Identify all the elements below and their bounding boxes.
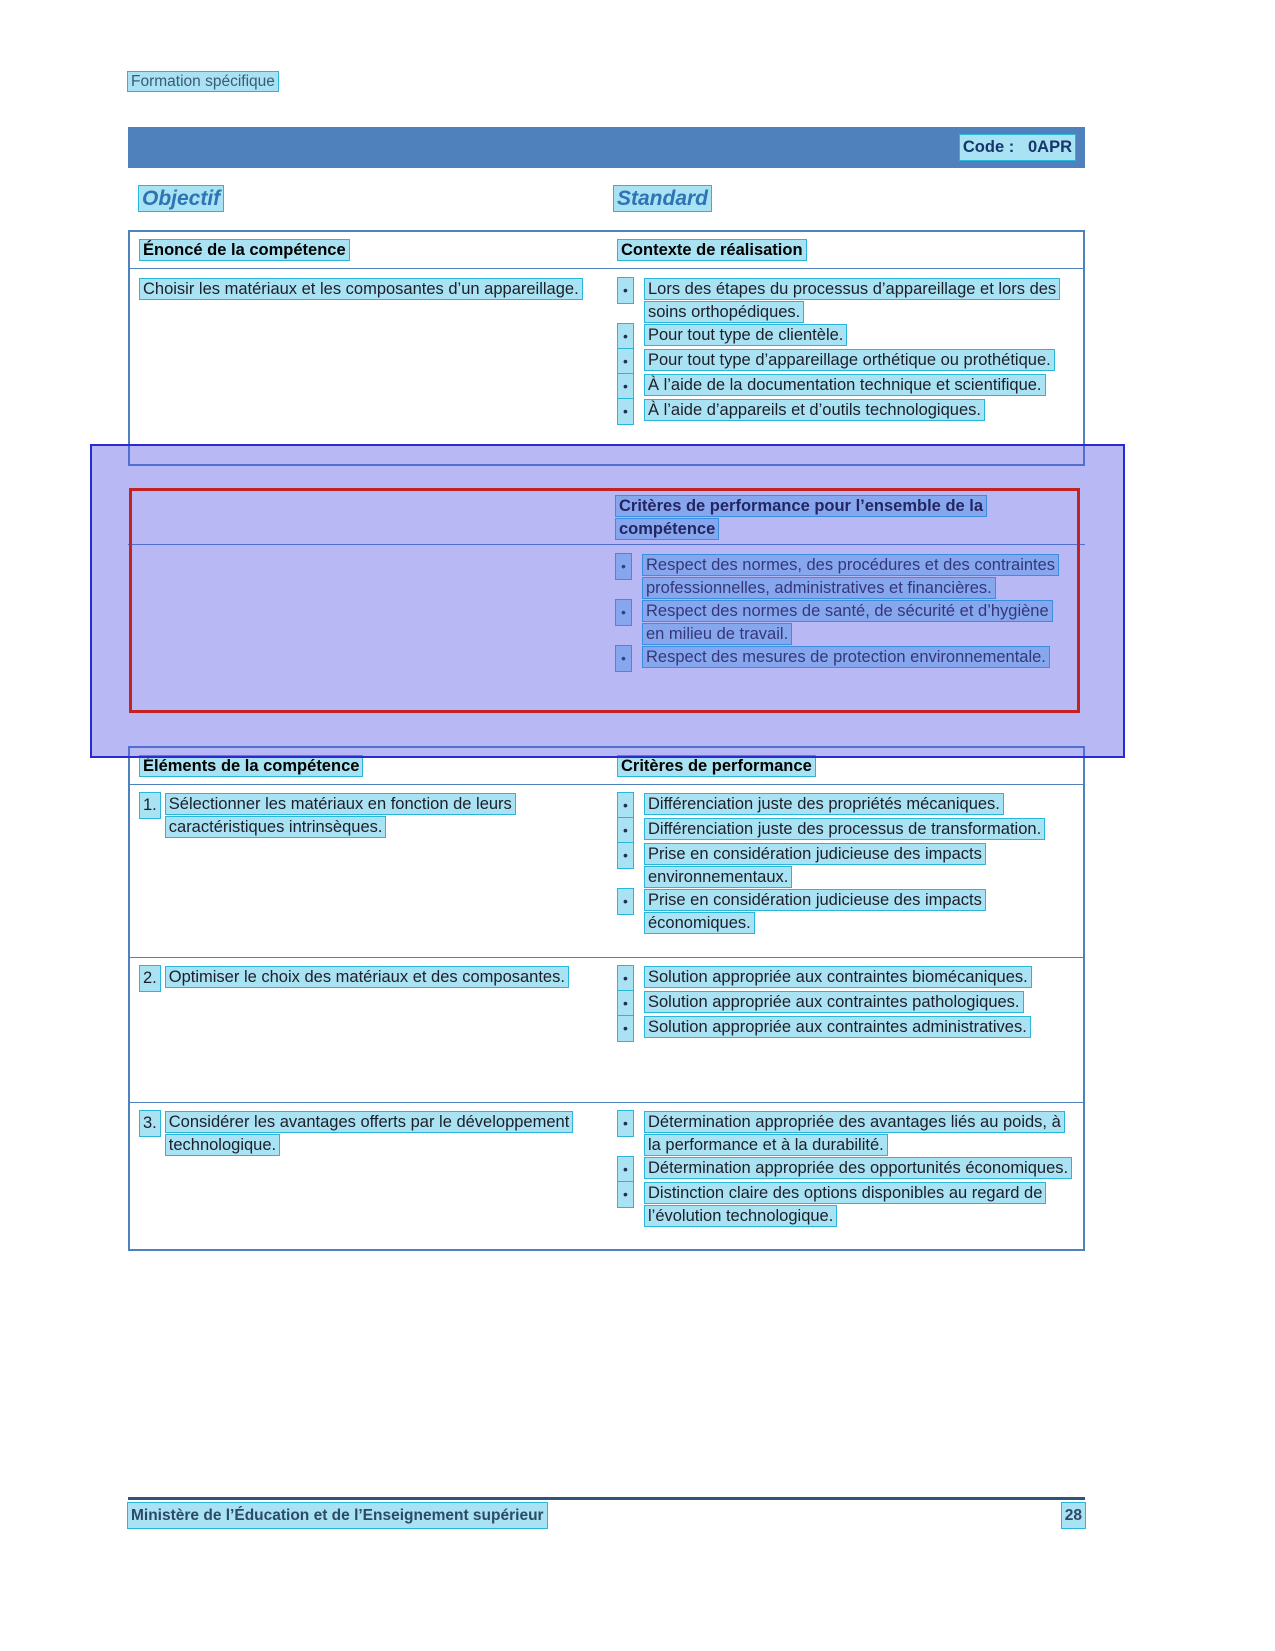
criteres-list [618, 966, 1077, 1041]
criteres-cell [618, 966, 1083, 1041]
page-footer [128, 1497, 1085, 1528]
list-item [618, 399, 1077, 424]
list-item [618, 1111, 1077, 1157]
bullet-icon [618, 818, 633, 843]
element-number: 1. [140, 793, 160, 818]
contexte-header-cell [618, 239, 1083, 262]
critere-ensemble-item-text: Respect des normes, des procédures et des contraintes professionnelles, administratives et financières. [643, 555, 1058, 598]
critere-item-text: Solution appropriée aux contraintes administratives. [645, 1017, 1030, 1037]
bullet-icon [618, 793, 633, 818]
table-row [130, 958, 1083, 1103]
critere-item-text: Détermination appropriée des opportunités économiques. [645, 1158, 1071, 1178]
list-item [618, 889, 1077, 935]
elements-header-text: Éléments de la compétence [140, 756, 362, 776]
list-item [618, 966, 1077, 991]
criteres-ensemble-cell [616, 554, 1085, 671]
critere-item-text: Solution appropriée aux contraintes biomécaniques. [645, 967, 1031, 987]
list-item [618, 1157, 1077, 1182]
criteres-ensemble-section [128, 487, 1085, 671]
list-item [618, 349, 1077, 374]
elements-table [128, 746, 1085, 1251]
bullet-icon [618, 843, 633, 868]
list-item [618, 843, 1077, 889]
element-cell [130, 793, 618, 839]
criteres-header-text: Critères de performance [618, 756, 815, 776]
critere-item-text: Différenciation juste des processus de transformation. [645, 819, 1044, 839]
objectif-heading-text: Objectif [139, 186, 223, 211]
elements-table-header-row [130, 748, 1083, 785]
list-item [618, 1182, 1077, 1228]
footer-text: Ministère de l’Éducation et de l’Enseignement supérieur [128, 1503, 547, 1528]
criteres-ensemble-header-row [128, 487, 1085, 545]
bullet-icon [618, 349, 633, 374]
critere-item-text: Prise en considération judicieuse des impacts économiques. [645, 890, 985, 933]
list-item [618, 1016, 1077, 1041]
list-item [618, 818, 1077, 843]
title-bar [128, 127, 1085, 168]
critere-item-text: Détermination appropriée des avantages liés au poids, à la performance et à la durabilité. [645, 1112, 1064, 1155]
table-row [130, 1103, 1083, 1249]
element-number: 3. [140, 1111, 160, 1136]
elements-header-cell [130, 755, 618, 778]
page-number: 28 [1062, 1503, 1085, 1528]
bullet-icon [616, 554, 631, 579]
critere-item-text: Prise en considération judicieuse des impacts environnementaux. [645, 844, 985, 887]
enonce-cell [130, 278, 618, 301]
list-item [616, 600, 1079, 646]
bullet-icon [618, 966, 633, 991]
contexte-list [618, 278, 1077, 424]
code-badge: Code : 0APR [960, 135, 1075, 160]
competence-table [128, 230, 1085, 466]
competence-table-body-row [130, 269, 1083, 432]
bullet-icon [618, 1111, 633, 1136]
critere-item-text: Distinction claire des options disponibles au regard de l’évolution technologique. [645, 1183, 1045, 1226]
criteres-ensemble-list [616, 554, 1079, 671]
criteres-ensemble-header-cell [616, 495, 1085, 541]
doc-section-label-text: Formation spécifique [128, 72, 278, 91]
bullet-icon [618, 991, 633, 1016]
contexte-item-text: Pour tout type d’appareillage orthétique ou prothétique. [645, 350, 1054, 370]
critere-ensemble-item-text: Respect des normes de santé, de sécurité et d’hygiène en milieu de travail. [643, 601, 1052, 644]
criteres-list [618, 1111, 1077, 1228]
critere-ensemble-item-text: Respect des mesures de protection environnementale. [643, 647, 1049, 667]
objectif-heading [139, 187, 223, 210]
contexte-cell [618, 278, 1083, 424]
element-cell [130, 966, 618, 991]
element-text: Considérer les avantages offerts par le développement technologique. [166, 1112, 573, 1155]
element-text: Sélectionner les matériaux en fonction de leurs caractéristiques intrinsèques. [166, 794, 515, 837]
bullet-icon [618, 1016, 633, 1041]
bullet-icon [618, 399, 633, 424]
bullet-icon [618, 374, 633, 399]
enonce-header-cell [130, 239, 618, 262]
contexte-header-text: Contexte de réalisation [618, 240, 806, 260]
contexte-item-text: À l’aide de la documentation technique et scientifique. [645, 375, 1045, 395]
competence-table-header-row [130, 232, 1083, 269]
list-item [618, 278, 1077, 324]
list-item [618, 374, 1077, 399]
bullet-icon [616, 646, 631, 671]
element-number: 2. [140, 966, 160, 991]
bullet-icon [618, 278, 633, 303]
list-item [618, 991, 1077, 1016]
criteres-list [618, 793, 1077, 935]
bullet-icon [618, 324, 633, 349]
list-item [618, 324, 1077, 349]
list-item [616, 554, 1079, 600]
element-cell [130, 1111, 618, 1157]
list-item [616, 646, 1079, 671]
criteres-header-cell [618, 755, 1083, 778]
critere-item-text: Différenciation juste des propriétés mécaniques. [645, 794, 1003, 814]
enonce-text: Choisir les matériaux et les composantes d’un appareillage. [140, 279, 582, 299]
criteres-cell [618, 1111, 1083, 1228]
table-row [130, 785, 1083, 958]
standard-heading-text: Standard [614, 186, 711, 211]
critere-item-text: Solution appropriée aux contraintes pathologiques. [645, 992, 1023, 1012]
bullet-icon [618, 1182, 633, 1207]
contexte-item-text: À l’aide d’appareils et d’outils technologiques. [645, 400, 984, 420]
standard-heading [614, 187, 711, 210]
list-item [618, 793, 1077, 818]
contexte-item-text: Pour tout type de clientèle. [645, 325, 846, 345]
criteres-ensemble-body-row [128, 545, 1085, 671]
enonce-header-text: Énoncé de la compétence [140, 240, 349, 260]
criteres-ensemble-header-text: Critères de performance pour l’ensemble de la compétence [616, 496, 986, 539]
bullet-icon [616, 600, 631, 625]
bullet-icon [618, 1157, 633, 1182]
bullet-icon [618, 889, 633, 914]
criteres-cell [618, 793, 1083, 935]
contexte-item-text: Lors des étapes du processus d’appareillage et lors des soins orthopédiques. [645, 279, 1059, 322]
doc-section-label [128, 70, 278, 93]
element-text: Optimiser le choix des matériaux et des composantes. [166, 967, 568, 987]
